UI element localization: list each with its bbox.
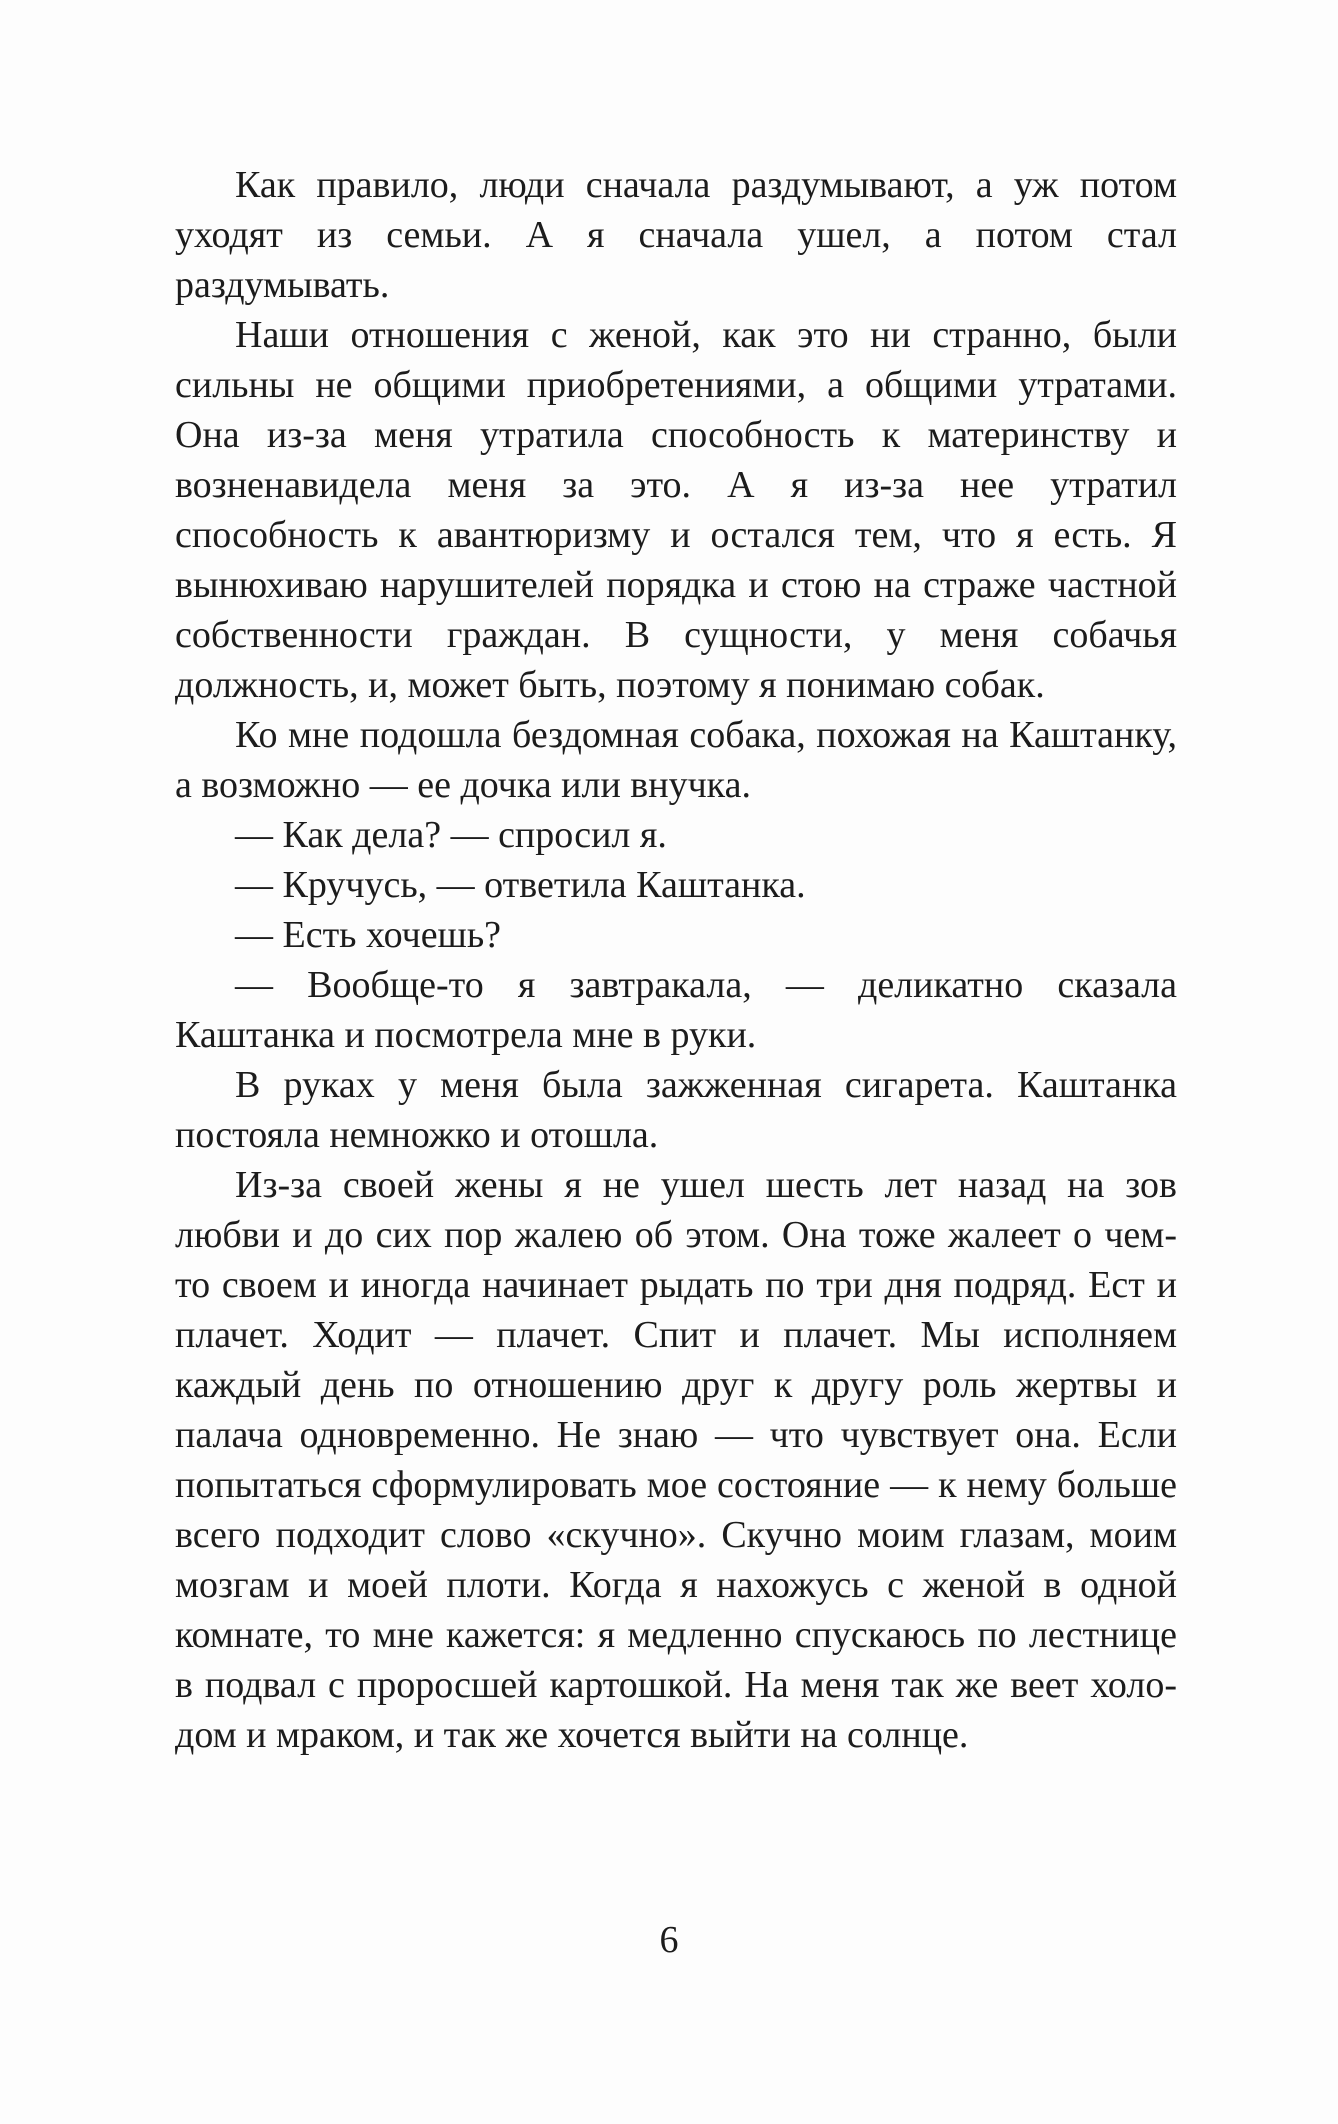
paragraph: Ко мне подошла бездомная собака, похожая на Каштанку, а возможно — ее дочка или внучка. — [175, 714, 1177, 806]
dialogue-line: — Вообще-то я завтракала, — деликатно сказала Каштанка и посмотрела мне в руки. — [175, 964, 1177, 1056]
paragraph: Наши отношения с женой, как это ни странно, были сильны не общими приобретениями, а общими утратами. Она из-за меня утратила способность к материнству и возненавидела меня за это. А я из-за нее утратил способность к авантюризму и остался тем, что я есть. Я вынюхиваю нарушителей порядка и стою на страже частной собственности граждан. В сущности, у меня собачья должность, и, может быть, поэтому я понимаю собак. — [175, 314, 1177, 706]
dialogue-line: — Есть хочешь? — [235, 914, 502, 956]
paragraph: Как правило, люди сначала раздумывают, а уж потом уходят из семьи. А я сначала ушел, а потом стал раздумывать. — [175, 164, 1177, 306]
page-number: 6 — [659, 1919, 679, 1961]
body-text — [175, 160, 1177, 1760]
dialogue-line: — Кручусь, — ответила Каштанка. — [235, 864, 806, 906]
dialogue-line: — Как дела? — спросил я. — [235, 814, 667, 856]
paragraph: Из-за своей жены я не ушел шесть лет назад на зов любви и до сих пор жалею об этом. Она тоже жалеет о чем-то своем и иногда начинает рыдать по три дня подряд. Ест и плачет. Ходит — плачет. Спит и плачет. Мы исполняем каждый день по отношению друг к другу роль жертвы и палача одновременно. Не знаю — что чувствует она. Если попытаться сформулировать мое состояние — к нему больше всего подходит слово «скучно». Скучно моим глазам, моим мозгам и моей плоти. Когда я нахожусь с женой в одной комнате, то мне кажется: я медленно спускаюсь по лестнице в подвал с проросшей картошкой. На меня так же веет холодом и мраком, и так же хочется выйти на солнце. — [175, 1164, 1177, 1756]
paragraph: В руках у меня была зажженная сигарета. Каштанка постояла немножко и отошла. — [175, 1064, 1177, 1156]
